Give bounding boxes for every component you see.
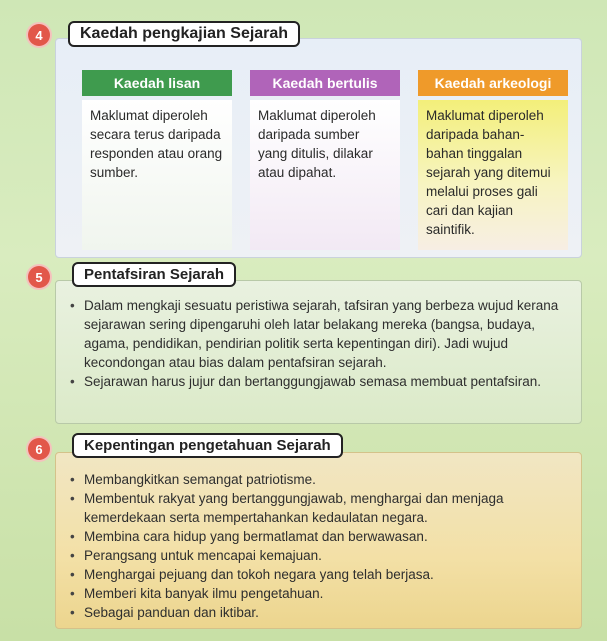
column-body-lisan: Maklumat diperoleh secara terus daripada responden atau orang sumber. <box>82 100 232 250</box>
section-5-number: 5 <box>28 266 50 288</box>
section-5-title: Pentafsiran Sejarah <box>72 262 236 287</box>
section-6-title: Kepentingan pengetahuan Sejarah <box>72 433 343 458</box>
column-body-bertulis: Maklumat diperoleh daripada sumber yang ditulis, dilakar atau dipahat. <box>250 100 400 250</box>
list-item: • Menghargai pejuang dan tokoh negara yang telah berjasa. <box>70 565 570 584</box>
section-6-list <box>70 470 570 622</box>
column-head-arkeologi: Kaedah arkeologi <box>418 70 568 96</box>
column-head-lisan: Kaedah lisan <box>82 70 232 96</box>
list-item: • Dalam mengkaji sesuatu peristiwa sejarah, tafsiran yang berbeza wujud kerana sejarawan sering dipengaruhi oleh latar belakang mereka (bangsa, budaya, agama, pendidikan, pendirian politik serta kepentingan diri). Jadi wujud kecondongan atau bias dalam pentafsiran sejarah. <box>70 296 570 372</box>
list-item: • Perangsang untuk mencapai kemajuan. <box>70 546 570 565</box>
list-item: • Membangkitkan semangat patriotisme. <box>70 470 570 489</box>
column-head-bertulis: Kaedah bertulis <box>250 70 400 96</box>
list-item: • Sebagai panduan dan iktibar. <box>70 603 570 622</box>
list-item: • Memberi kita banyak ilmu pengetahuan. <box>70 584 570 603</box>
list-item: • Sejarawan harus jujur dan bertanggungjawab semasa membuat pentafsiran. <box>70 372 570 391</box>
list-item: • Membina cara hidup yang bermatlamat dan berwawasan. <box>70 527 570 546</box>
section-4-number: 4 <box>28 24 50 46</box>
section-4-title: Kaedah pengkajian Sejarah <box>68 21 300 47</box>
section-5-list <box>70 296 570 391</box>
list-item: • Membentuk rakyat yang bertanggungjawab, menghargai dan menjaga kemerdekaan serta mempertahankan kedaulatan negara. <box>70 489 570 527</box>
column-body-arkeologi: Maklumat diperoleh daripada bahan-bahan tinggalan sejarah yang ditemui melalui proses gali cari dan kajian saintifik. <box>418 100 568 250</box>
section-6-number: 6 <box>28 438 50 460</box>
